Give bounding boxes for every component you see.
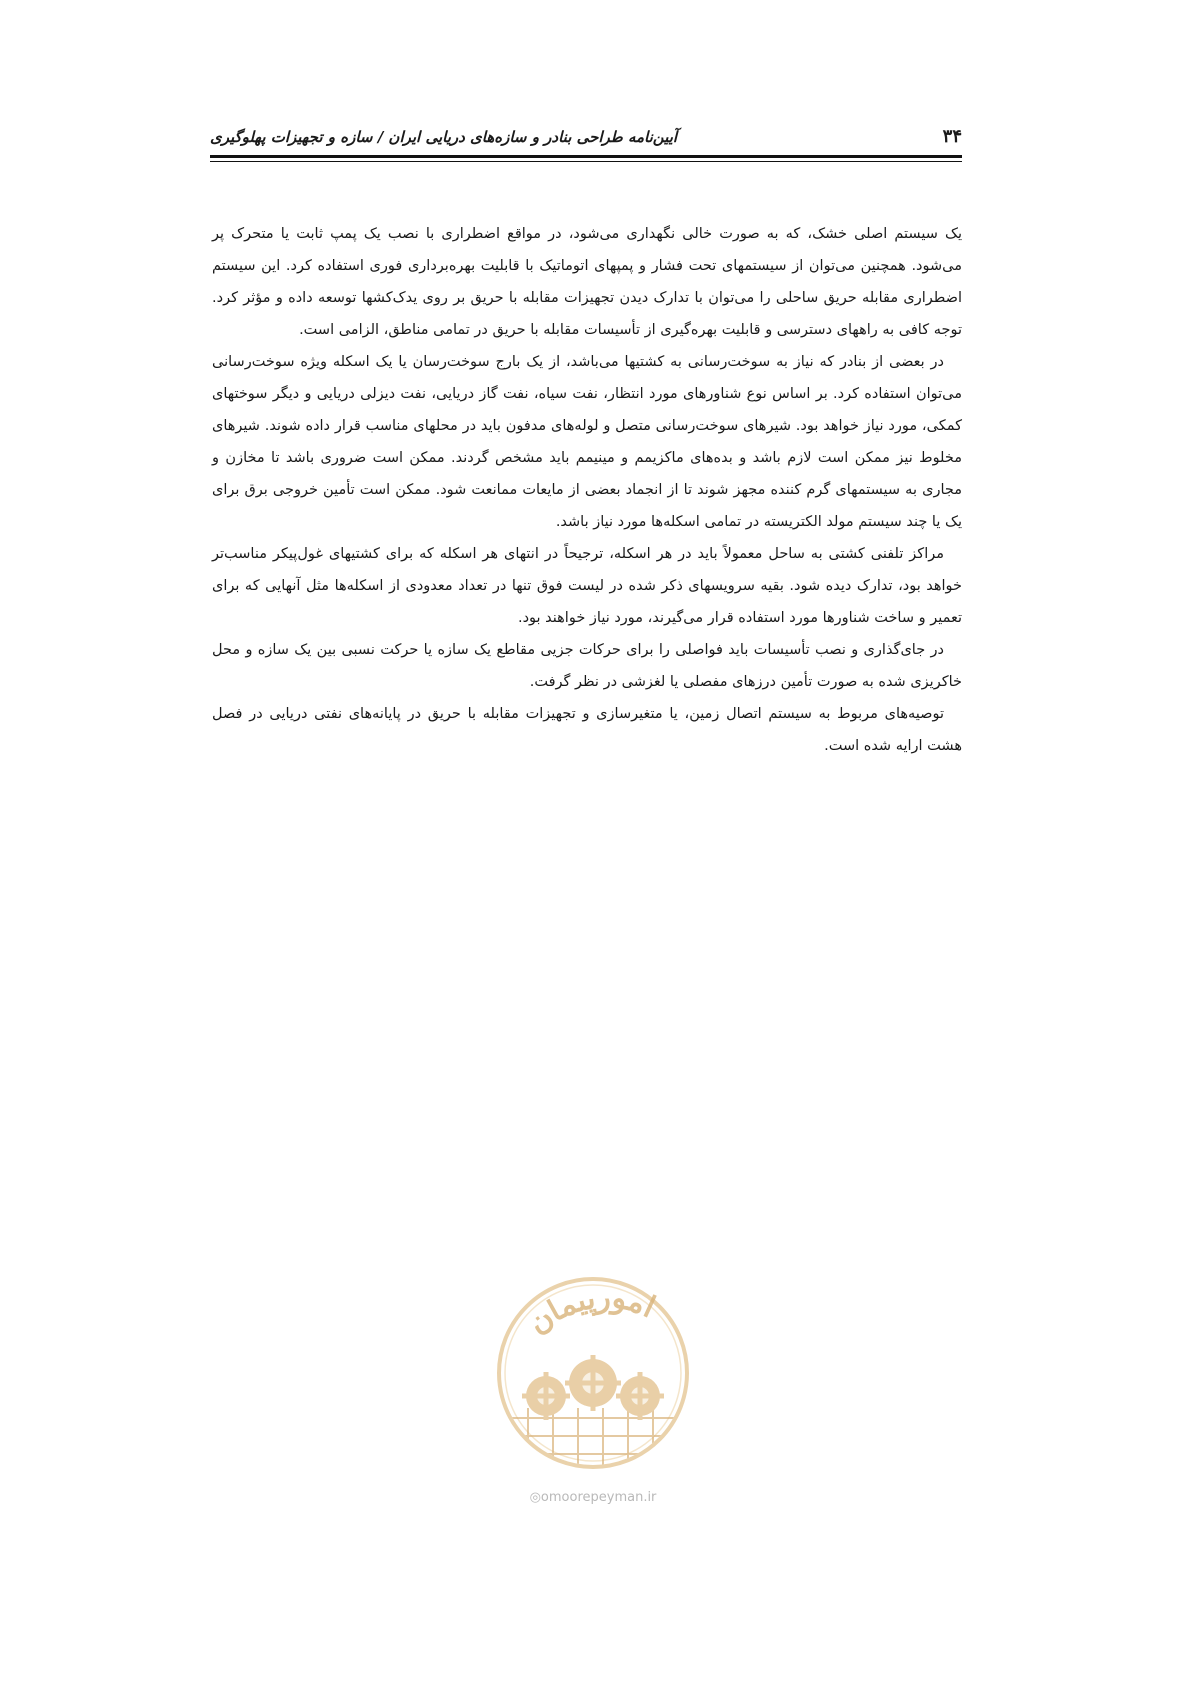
header-rule-thick	[210, 155, 962, 158]
running-title: آیین‌نامه طراحی بنادر و سازه‌های دریایی ایران / سازه و تجهیزات پهلوگیری	[210, 128, 678, 146]
paragraph-1: یک سیستم اصلی خشک، که به صورت خالی نگهداری می‌شود، در مواقع اضطراری با نصب یک پمپ ثابت یا متحرک پر می‌شود. همچنین می‌توان از سیستمهای تحت فشار و پمپهای اتوماتیک با قابلیت بهره‌برداری فوری استفاده کرد. این سیستم اضطراری مقابله حریق ساحلی را می‌توان با تدارک دیدن تجهیزات مقابله با حریق بر روی یدک‌کشها توسعه داده و مؤثر کرد. توجه کافی به راههای دسترسی و قابلیت بهره‌گیری از تأسیسات مقابله با حریق در تمامی مناطق، الزامی است.	[212, 226, 962, 338]
globe-icon: ◎	[529, 1490, 541, 1505]
paragraph-5: توصیه‌های مربوط به سیستم اتصال زمین، یا متغیرسازی و تجهیزات مقابله با حریق در پایانه‌های نفتی دریایی در فصل هشت ارایه شده است.	[212, 706, 962, 754]
header-rule-thin	[210, 161, 962, 162]
svg-text:امورپیمان	[522, 1280, 661, 1341]
watermark-url: ◎omoorepeyman.ir	[529, 1490, 657, 1505]
body-text	[212, 218, 962, 762]
watermark-logo-text: امورپیمان	[521, 1280, 661, 1341]
paragraph-4: در جای‌گذاری و نصب تأسیسات باید فواصلی را برای حرکات جزیی مقاطع یک سازه یا حرکت نسبی بین یک سازه و محل خاکریزی شده به صورت تأمین درزهای مفصلی یا لغزشی در نظر گرفت.	[212, 642, 962, 690]
paragraph-3: مراکز تلفنی کشتی به ساحل معمولاً باید در هر اسکله، ترجیحاً در انتهای هر اسکله که برای کشتیهای غول‌پیکر مناسب‌تر خواهد بود، تدارک دیده شود. بقیه سرویسهای ذکر شده در لیست فوق تنها در تعداد معدودی از اسکله‌ها مثل آنهایی که برای تعمیر و ساخت شناورها مورد استفاده قرار می‌گیرند، مورد نیاز خواهند بود.	[212, 546, 962, 626]
watermark-emblem-icon	[488, 1268, 698, 1488]
paragraph-2: در بعضی از بنادر که نیاز به سوخت‌رسانی به کشتیها می‌باشد، از یک بارج سوخت‌رسان یا یک اسکله ویژه سوخت‌رسانی می‌توان استفاده کرد. بر اساس نوع شناورهای مورد انتظار، نفت سیاه، نفت گاز دریایی، نفت دیزلی دریایی و دیگر سوختهای کمکی، مورد نیاز خواهد بود. شیرهای سوخت‌رسانی متصل و لوله‌های مدفون باید در محلهای مناسب قرار داده شوند. شیرهای مخلوط نیز ممکن است لازم باشد و بده‌های ماکزیمم و مینیمم باید مشخص گردند. ممکن است ضروری باشد تا مخازن و مجاری به سیستمهای گرم کننده مجهز شوند تا از انجماد بعضی از مایعات ممانعت شود. ممکن است تأمین خروجی برق برای یک یا چند سیستم مولد الکتریسته در تمامی اسکله‌ها مورد نیاز باشد.	[212, 354, 962, 530]
page-header	[210, 122, 962, 158]
page-number: ۳۴	[942, 126, 962, 147]
watermark-logo	[488, 1268, 698, 1518]
